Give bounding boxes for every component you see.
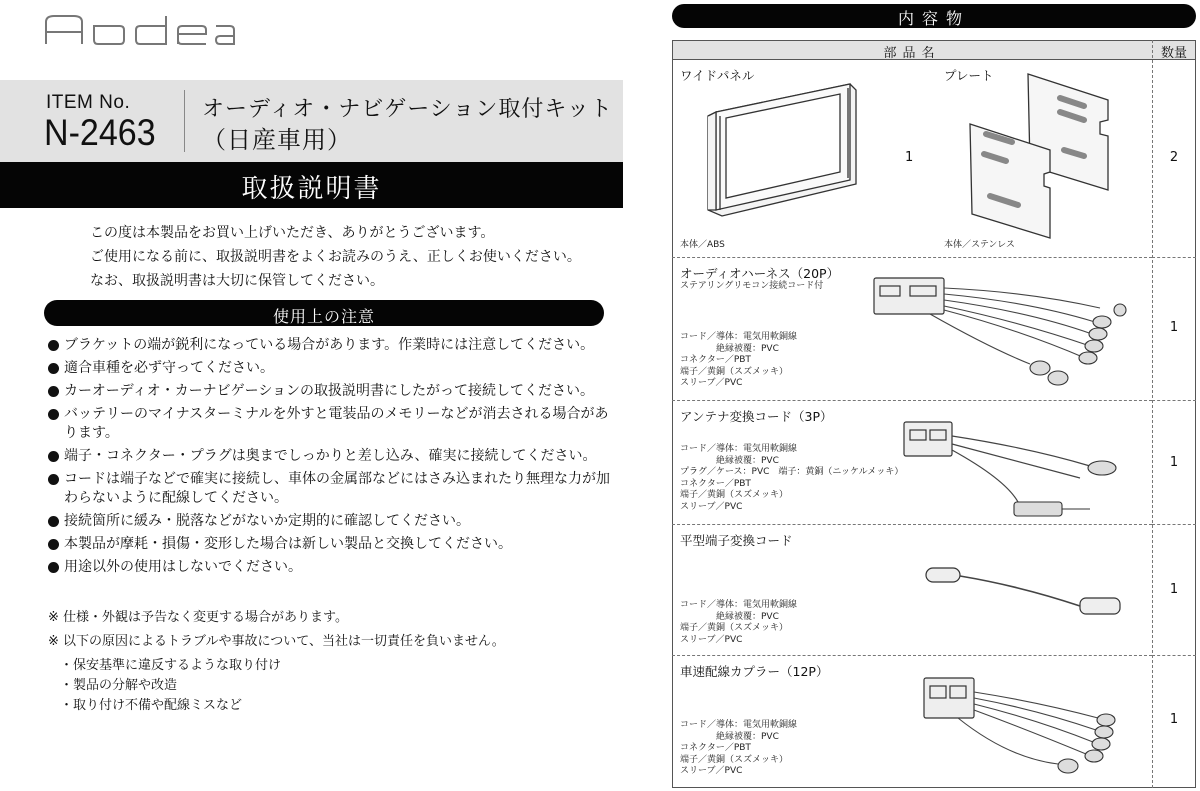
item-number: N-2463 <box>44 112 156 153</box>
caution-item: コードは端子などで確実に接続し、車体の金属部などにはさみ込まれたり無理な力が加わらないように配線してください。 <box>48 470 618 508</box>
plate-illustration <box>960 72 1140 240</box>
row-divider <box>672 655 1152 656</box>
row-divider <box>672 524 1152 525</box>
row-divider <box>672 257 1152 258</box>
part-name: アンテナ変換コード（3P） <box>680 409 833 424</box>
bullet-icon <box>48 409 59 420</box>
row-divider <box>1152 257 1196 258</box>
caution-item: 接続箇所に緩み・脱落などがないか定期的に確認してください。 <box>48 512 618 531</box>
caution-item: バッテリーのマイナスターミナルを外すと電装品のメモリーなどが消去される場合があります。 <box>48 405 618 443</box>
part-spec: コード／導体：電気用軟銅線 絶縁被覆：PVC 端子／黄銅（スズメッキ） スリーブ／PVC <box>680 600 798 645</box>
quantity: 1 <box>1169 455 1179 470</box>
note: ※ 以下の原因によるトラブルや事故について、当社は一切責任を負いません。 <box>48 634 505 649</box>
antenna-cord-illustration <box>900 412 1140 522</box>
column-header-name: 部品名 <box>883 46 941 61</box>
part-name: プレート <box>944 68 994 83</box>
part-spec: コード／導体：電気用軟銅線 絶縁被覆：PVC コネクター／PBT 端子／黄銅（スズメッキ） スリーブ／PVC <box>680 332 798 388</box>
note-sub-item: ・製品の分解や改造 <box>60 678 178 693</box>
row-divider <box>1152 524 1196 525</box>
row-divider <box>672 400 1152 401</box>
contents-title: 内容物 <box>897 9 970 28</box>
part-subtitle: ステアリングリモコン接続コード付 <box>680 281 824 291</box>
item-divider <box>184 90 185 152</box>
quantity: 1 <box>1169 582 1179 597</box>
part-name: ワイドパネル <box>680 68 755 83</box>
row-divider <box>1152 400 1196 401</box>
bullet-icon <box>48 451 59 462</box>
wide-panel-illustration <box>700 84 860 218</box>
caution-item: 適合車種を必ず守ってください。 <box>48 359 618 378</box>
note-sub-item: ・保安基準に違反するような取り付け <box>60 658 282 673</box>
row-divider <box>1152 655 1196 656</box>
part-spec: 本体／ABS <box>680 240 725 250</box>
flat-terminal-cord-illustration <box>920 560 1130 630</box>
bullet-icon <box>48 516 59 527</box>
item-label: ITEM No. <box>46 92 131 113</box>
intro-line: この度は本製品をお買い上げいただき、ありがとうございます。 <box>90 225 495 241</box>
note-sub-item: ・取り付け不備や配線ミスなど <box>60 698 243 713</box>
caution-item: カーオーディオ・カーナビゲーションの取扱説明書にしたがって接続してください。 <box>48 382 618 401</box>
caution-item: 本製品が摩耗・損傷・変形した場合は新しい製品と交換してください。 <box>48 535 618 554</box>
audio-harness-illustration <box>870 268 1140 392</box>
bullet-icon <box>48 474 59 485</box>
caution-item: ブラケットの端が鋭利になっている場合があります。作業時には注意してください。 <box>48 336 618 355</box>
note: ※ 仕様・外観は予告なく変更する場合があります。 <box>48 610 348 625</box>
part-spec: 本体／ステンレス <box>944 240 1015 250</box>
quantity: 2 <box>1169 150 1179 165</box>
product-title-line2: （日産車用） <box>202 126 352 154</box>
bullet-icon <box>48 539 59 550</box>
part-spec: コード／導体：電気用軟銅線 絶縁被覆：PVC プラグ／ケース：PVC 端子：黄銅（ニッケルメッキ） コネクター／PBT 端子／黄銅（スズメッキ） スリーブ／PVC <box>680 444 904 512</box>
part-name: 平型端子変換コード <box>680 533 793 548</box>
intro-line: なお、取扱説明書は大切に保管してください。 <box>90 273 384 289</box>
manual-title: 取扱説明書 <box>241 174 382 204</box>
brand-logo <box>44 12 234 48</box>
bullet-icon <box>48 562 59 573</box>
bullet-icon <box>48 363 59 374</box>
caution-item: 用途以外の使用はしないでください。 <box>48 558 618 577</box>
quantity: 1 <box>1169 320 1179 335</box>
caution-item: 端子・コネクター・プラグは奥までしっかりと差し込み、確実に接続してください。 <box>48 447 618 466</box>
column-header-qty: 数量 <box>1160 46 1187 61</box>
product-title-line1: オーディオ・ナビゲーション取付キット <box>202 97 613 122</box>
bullet-icon <box>48 386 59 397</box>
speed-coupler-illustration <box>918 668 1138 780</box>
quantity: 1 <box>905 150 914 165</box>
part-name: オーディオハーネス（20P） <box>680 266 840 281</box>
quantity: 1 <box>1169 712 1179 727</box>
intro-line: ご使用になる前に、取扱説明書をよくお読みのうえ、正しくお使いください。 <box>90 249 581 265</box>
part-spec: コード／導体：電気用軟銅線 絶縁被覆：PVC コネクター／PBT 端子／黄銅（スズメッキ） スリーブ／PVC <box>680 720 798 776</box>
caution-title: 使用上の注意 <box>272 307 375 326</box>
part-name: 車速配線カプラー（12P） <box>680 664 829 679</box>
bullet-icon <box>48 340 59 351</box>
